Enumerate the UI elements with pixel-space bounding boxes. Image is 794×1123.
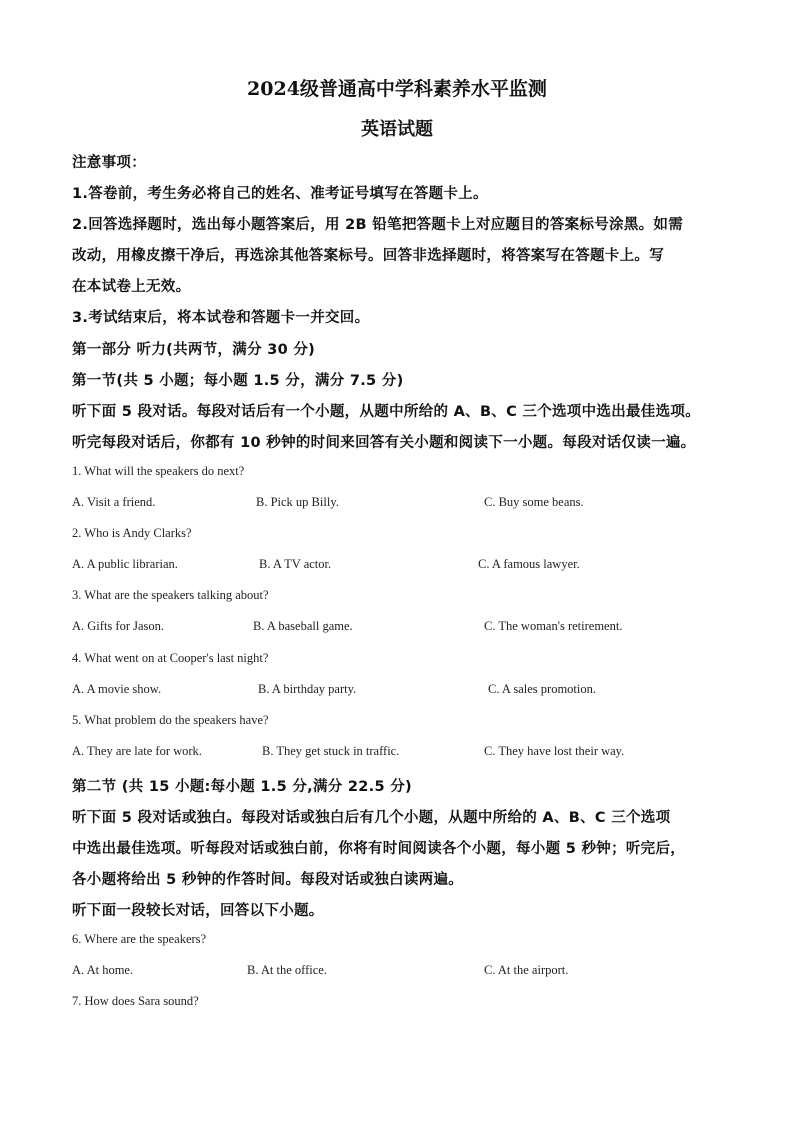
question-6-option-c: C. At the airport. [484,963,569,977]
notes-item-3: 3.考试结束后，将本试卷和答题卡一并交回。 [72,310,370,326]
question-3-option-c: C. The woman's retirement. [484,619,623,633]
question-1-option-c: C. Buy some beans. [484,495,584,509]
notes-item-2-line-1: 2.回答选择题时，选出每小题答案后，用 2B 铅笔把答题卡上对应题目的答案标号涂黑。如需 [72,217,684,233]
question-5-option-a: A. They are late for work. [72,744,202,758]
question-2-option-c: C. A famous lawyer. [478,557,580,571]
question-6-option-a: A. At home. [72,963,134,977]
notes-item-2-line-2: 改动，用橡皮擦干净后，再选涂其他答案标号。回答非选择题时，将答案写在答题卡上。写 [72,248,664,264]
exam-title: 2024级普通高中学科素养水平监测 [247,78,547,100]
question-2-option-b: B. A TV actor. [259,557,332,571]
section2-instructions-line-3: 各小题将给出 5 秒钟的作答时间。每段对话或独白读两遍。 [72,872,464,888]
question-3-stem: 3. What are the speakers talking about? [72,588,269,602]
question-4-option-c: C. A sales promotion. [488,682,596,696]
notes-heading: 注意事项： [72,155,146,171]
section2-instructions-line-1: 听下面 5 段对话或独白。每段对话或独白后有几个小题，从题中所给的 A、B、C 三个选项 [72,810,671,826]
question-6-stem: 6. Where are the speakers? [72,932,207,946]
notes-item-1: 1.答卷前，考生务必将自己的姓名、准考证号填写在答题卡上。 [72,186,488,202]
question-2-stem: 2. Who is Andy Clarks? [72,526,192,540]
exam-subtitle: 英语试题 [361,119,433,140]
question-4-option-a: A. A movie show. [72,682,162,696]
question-5-stem: 5. What problem do the speakers have? [72,713,269,727]
section1-instructions-line-2: 听完每段对话后，你都有 10 秒钟的时间来回答有关小题和阅读下一小题。每段对话仅读一遍。 [72,435,696,451]
question-3-option-b: B. A baseball game. [253,619,353,633]
question-7-stem: 7. How does Sara sound? [72,994,199,1008]
question-3-option-a: A. Gifts for Jason. [72,619,165,633]
section1-heading: 第一节(共 5 小题；每小题 1.5 分，满分 7.5 分) [72,373,404,389]
question-4-option-b: B. A birthday party. [258,682,357,696]
notes-item-2-line-3: 在本试卷上无效。 [72,279,191,295]
part1-heading: 第一部分 听力(共两节，满分 30 分) [72,342,316,358]
question-5-option-b: B. They get stuck in traffic. [262,744,400,758]
question-1-option-b: B. Pick up Billy. [256,495,339,509]
question-4-stem: 4. What went on at Cooper's last night? [72,651,269,665]
question-5-option-c: C. They have lost their way. [484,744,625,758]
section2-instructions-line-2: 中选出最佳选项。听每段对话或独白前，你将有时间阅读各个小题，每小题 5 秒钟；听完后， [72,841,686,857]
section2-heading: 第二节 (共 15 小题:每小题 1.5 分,满分 22.5 分) [72,779,412,795]
question-2-option-a: A. A public librarian. [72,557,178,571]
question-1-stem: 1. What will the speakers do next? [72,464,245,478]
question-1-option-a: A. Visit a friend. [72,495,156,509]
question-6-option-b: B. At the office. [247,963,327,977]
long-dialog-instruction: 听下面一段较长对话，回答以下小题。 [72,903,324,919]
section1-instructions-line-1: 听下面 5 段对话。每段对话后有一个小题，从题中所给的 A、B、C 三个选项中选出最佳选项。 [72,404,700,420]
